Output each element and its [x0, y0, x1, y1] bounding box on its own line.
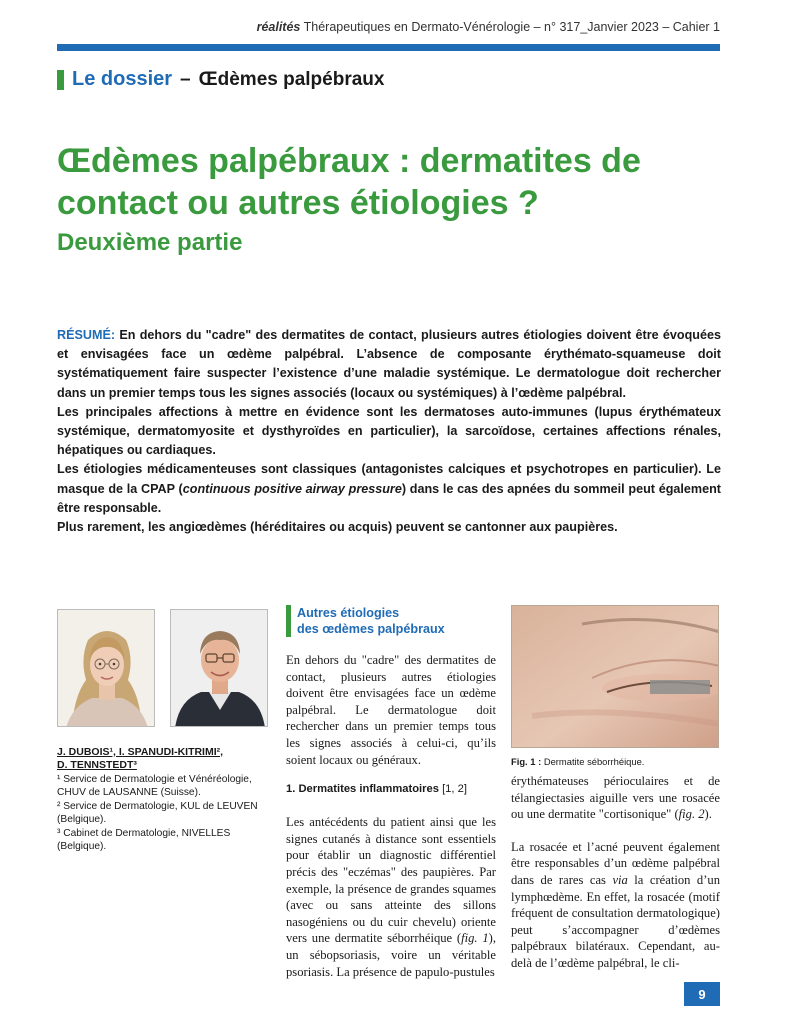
heading-marker: [286, 605, 291, 637]
abstract-paragraph: [57, 326, 721, 403]
page-number: 9: [684, 982, 720, 1006]
author-portrait-woman: [58, 610, 155, 727]
body-text: Les antécédents du patient ainsi que les signes cutanés à distance sont essentiels pour établir un diagnostic différentiel précis des "eczémas" des paupières. Par exemple, la présence de grandes squames (avec ou sans atteinte des sillons nasogéniens ou du cuir chevelu) oriente vers une dermatite séborrhéique (: [286, 815, 496, 946]
body-text: la création d’un lymphœdème. En effet, la rosacée (motif fréquent de consultation dermatologique) peut s’accompagner d’œdèmes palpébraux bilatéraux. Cependant, au-delà de l’œdème palpébral, le cli-: [511, 872, 720, 970]
section-name: Le dossier: [72, 68, 173, 90]
journal-name: réalités: [256, 20, 301, 34]
abstract-text: Les étiologies médicamenteuses sont classiques (antagonistes calciques et psychotropes en particulier). Le masque de la CPAP (: [57, 462, 721, 496]
section-heading: [286, 605, 496, 637]
abstract-emphasis: continuous positive airway pressure: [182, 481, 402, 496]
author-portrait-man: [171, 610, 268, 727]
sub-heading-ref: [1, 2]: [438, 783, 467, 796]
figure-caption-text: Dermatite séborrhéique.: [541, 756, 645, 767]
heading-line: des œdèmes palpébraux: [297, 622, 445, 636]
figure-1-image: [511, 605, 719, 748]
top-rule: [57, 44, 720, 51]
sub-heading: [286, 782, 496, 797]
abstract-paragraph: [57, 460, 721, 518]
figure-reference: fig. 2: [678, 807, 705, 822]
figure-label: Fig. 1 :: [511, 756, 542, 767]
abstract-paragraph: Les principales affections à mettre en évidence sont les dermatoses auto-immunes (lupus érythémateux systémique, dermatomyosite et dysthyroïdes en particulier), la sarcoïdose, certaines affections rénales, hépatiques ou cardiaques.: [57, 404, 721, 458]
article-subtitle: Deuxième partie: [57, 229, 243, 256]
sub-heading-text: 1. Dermatites inflammatoires: [286, 783, 439, 796]
body-text: ), un sébopsoriasis, voire un véritable psoriasis. La présence de papulo-pustules: [286, 931, 497, 979]
author-affiliation: ³ Cabinet de Dermatologie, NIVELLES (Belgique).: [57, 828, 231, 852]
heading-line: Autres étiologies: [297, 606, 400, 620]
section-subject: Œdèmes palpébraux: [198, 68, 385, 90]
author-affiliation: ¹ Service de Dermatologie et Vénéréologie, CHUV de LAUSANNE (Suisse).: [57, 774, 252, 798]
heading-text: [297, 605, 445, 637]
body-paragraph: [511, 839, 720, 972]
abstract: [57, 326, 721, 537]
body-paragraph: [286, 814, 496, 980]
section-dash: –: [180, 68, 191, 90]
body-column-3: [511, 773, 720, 972]
author-names: D. TENNSTEDT³: [57, 759, 137, 771]
body-text: ).: [704, 807, 712, 822]
body-column-2: [286, 605, 496, 980]
figure-reference: fig. 1: [461, 931, 489, 946]
abstract-paragraph: Plus rarement, les angiœdèmes (héréditaires ou acquis) peuvent se cantonner aux paupières.: [57, 520, 618, 535]
body-paragraph: [511, 773, 720, 823]
eye-photo: [512, 606, 719, 748]
section-line: [57, 68, 384, 91]
figure-caption: [511, 756, 719, 768]
abstract-label: RÉSUMÉ:: [57, 328, 116, 342]
abstract-text: En dehors du "cadre" des dermatites de contact, plusieurs autres étiologies doivent être évoquées et envisagées face un œdème palpébral. L’absence de composante érythémato-squameuse doit systématiquement faire suspecter l’existence d’une maladie systémique. Le dermatologue doit rechercher dans un premier temps tous les signes associés (locaux ou systémiques) à l’œdème palpébral.: [57, 328, 721, 400]
author-names: J. DUBOIS¹, I. SPANUDI-KITRIMI²,: [57, 746, 224, 758]
body-paragraph: En dehors du "cadre" des dermatites de contact, plusieurs autres étiologies doivent être envisagées face un œdème palpébral. Le dermatologue doit rechercher dans un premier temps tous les signes associés à celui-ci, qu’ils soient locaux ou généraux.: [286, 653, 496, 767]
author-photo-dubois: [57, 609, 155, 727]
author-block: [57, 746, 267, 853]
body-emphasis: via: [612, 872, 628, 887]
body-text: érythémateuses périoculaires et de télangiectasies aiguille vers une rosacée ou une dermatite "cortisonique" (: [511, 774, 720, 822]
journal-issue: Thérapeutiques en Dermato-Vénérologie – n° 317_Janvier 2023 – Cahier 1: [300, 20, 720, 34]
author-photo-tennstedt: [170, 609, 268, 727]
body-text: La rosacée et l’acné peuvent également être responsables d’un œdème palpébral dans de rares cas: [511, 839, 720, 887]
author-affiliation: ² Service de Dermatologie, KUL de LEUVEN (Belgique).: [57, 801, 258, 825]
article-title: Œdèmes palpébraux : dermatites de contact ou autres étiologies ?: [57, 142, 641, 222]
section-marker: [57, 70, 64, 90]
abstract-text: ) dans le cas des apnées du sommeil peut également être responsable.: [57, 481, 721, 515]
running-header: [257, 20, 720, 34]
